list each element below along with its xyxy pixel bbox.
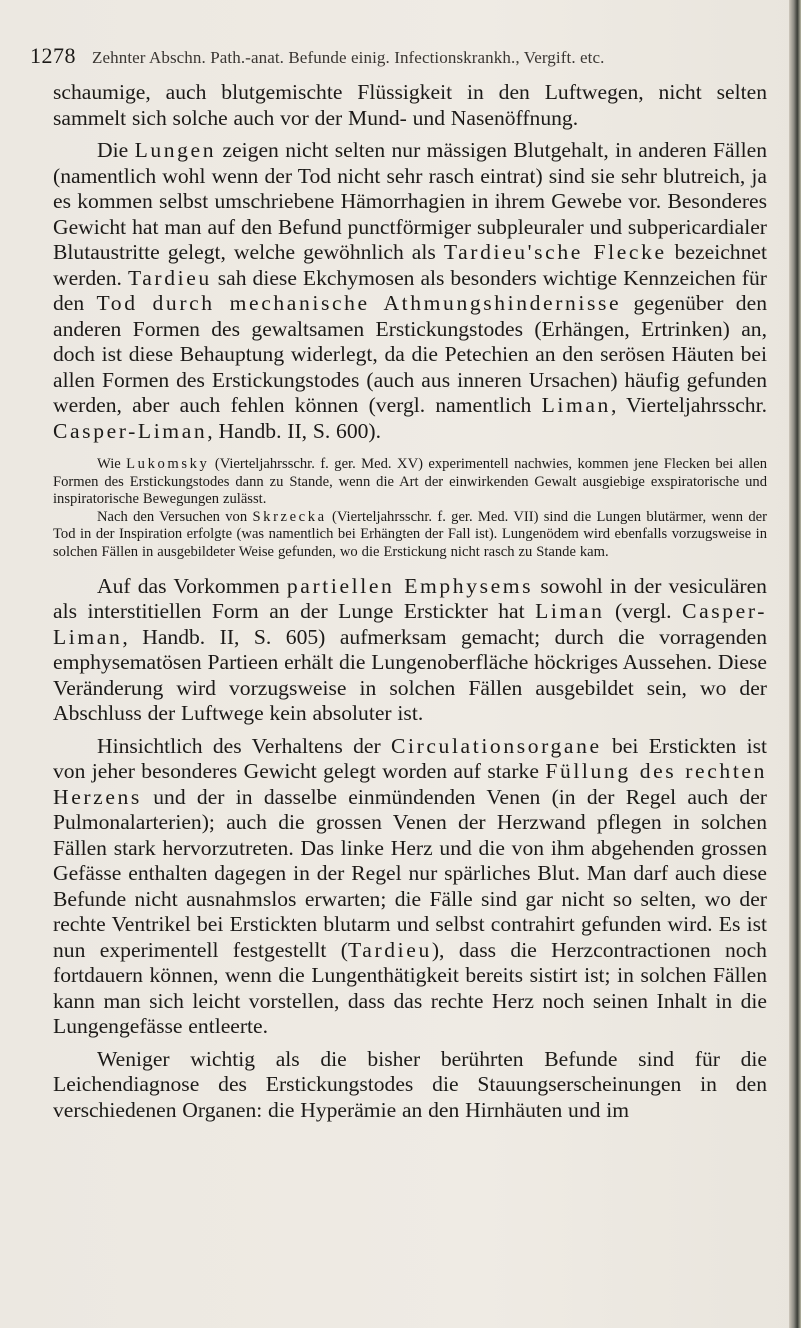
paragraph-circulation: [53, 734, 767, 1040]
text-run: (Vierteljahrsschr. f. ger. Med. XV) experimentell nachwies, kommen jene Flecken bei allen Formen des Erstickungstodes dann zu Stande, wenn die Art der einwirkenden Gewalt ausgiebige exspiratorische und inspiratorische Bewegungen zulässt.: [53, 456, 768, 508]
note-skrzecka: [53, 509, 767, 562]
spaced-emphasis: Tardieu'sche Flecke: [443, 240, 667, 264]
text-run: Hinsichtlich des Verhaltens der: [97, 733, 391, 758]
page-header: [30, 43, 770, 69]
spaced-emphasis: Lungen: [134, 138, 217, 162]
spaced-emphasis: partiellen Emphysems: [286, 573, 534, 598]
paragraph-stasis: [53, 1047, 767, 1124]
text-run: bei Erstickten ist von jeher besonderes Gewicht gelegt worden auf starke: [53, 733, 767, 784]
spaced-emphasis: Füllung des rechten Herzens: [53, 759, 768, 809]
spaced-emphasis: Casper-Liman: [53, 599, 767, 649]
text-run: , Vierteljahrsschr.: [610, 393, 767, 417]
text-run: (vergl.: [604, 599, 683, 624]
spaced-emphasis: Tardieu: [348, 937, 432, 962]
text-run: , Handb. II, S. 600).: [207, 418, 382, 443]
running-title: Zehnter Abschn. Path.-anat. Befunde einig. Infectionskrankh., Vergift. etc.: [92, 48, 605, 67]
spaced-emphasis: Casper-Liman: [53, 418, 208, 443]
note-lukomsky: [53, 456, 767, 509]
text-run: Die: [97, 138, 135, 162]
page-binding-edge: [789, 0, 801, 1328]
text-run: gegenüber den anderen Formen des gewaltsamen Erstickungstodes (Erhängen, Ertrinken) an, doch ist diese Behauptung widerlegt, da die Petechien an den serösen Häuten bei allen Formen des Erstickungstodes (auch aus inneren Ursachen) häufig gefunden werden, aber auch fehlen können (vergl. namentlich: [53, 291, 767, 417]
spaced-emphasis: Tardieu: [127, 265, 212, 290]
text-run: sah diese Ekchymosen als besonders wichtige Kennzeichen für den: [53, 265, 767, 315]
spaced-emphasis: Skrzecka: [252, 508, 327, 525]
text-run: Auf das Vorkommen: [97, 573, 287, 598]
text-run: zeigen nicht selten nur mässigen Blutgehalt, in anderen Fällen (namentlich wohl wenn der Tod nicht sehr rasch eintrat) sind sie sehr blutreich, ja es kommen selbst umschriebene Hämorrhagien in ihrem Gewebe vor. Besonderes Gewicht hat man auf den Befund punctförmiger subpleuraler und subpericardialer Blutaustritte gelegt, welche gewöhnlich als: [53, 138, 767, 264]
text-run: , Handb. II, S. 605) aufmerksam gemacht; durch die vorragenden emphysematösen Partieen erhält die Lungenoberfläche höckriges Aussehen. Diese Veränderung wird vorzugsweise in solchen Fällen ausgebildet sein, wo der Abschluss der Luftwege kein absoluter ist.: [53, 624, 767, 726]
page-number: 1278: [30, 43, 76, 68]
paragraph-emphysema: [53, 574, 767, 727]
text-run: bezeichnet werden.: [53, 240, 767, 290]
body-text: [53, 80, 767, 1123]
spaced-emphasis: Liman: [535, 599, 605, 624]
text-run: ), dass die Herzcontractionen noch fortdauern können, wenn die Lungenthätigkeit bereits sistirt ist; in solchen Fällen kann man sich leicht vorstellen, dass das rechte Herz noch seinen Inhalt in die Lungengefässe entleerte.: [53, 937, 767, 1039]
text-run: und der in dasselbe einmündenden Venen (in der Regel auch der Pulmonalarterien); auch die grossen Venen der Herzwand pflegen in solchen Fällen stark hervorzutreten. Das linke Herz und die von ihm abgehenden grossen Gefässe enthalten dagegen in der Regel nur spärliches Blut. Man darf auch diese Befunde nicht ausnahmslos erwarten; die Fälle sind gar nicht so selten, wo der rechte Ventrikel bei Erstickten blutarm und selbst contrahirt gefunden wird. Es ist nun experimentell festgestellt (: [53, 784, 767, 962]
spaced-emphasis: Liman: [541, 393, 611, 417]
text-run: schaumige, auch blutgemischte Flüssigkeit in den Luftwegen, nicht selten sammelt sich solche auch vor der Mund- und Nasenöffnung.: [53, 80, 767, 130]
paragraph-lungs: [53, 138, 767, 444]
text-run: (Vierteljahrsschr. f. ger. Med. VII) sind die Lungen blutärmer, wenn der Tod in der Inspiration erfolgte (was namentlich bei Erhängten der Fall ist). Lungenödem wird ebenfalls vorzugsweise in solchen Fällen in ausgebildeter Weise gefunden, wo die Erstickung nicht rasch zu Stande kam.: [53, 508, 767, 560]
text-run: sowohl in der vesiculären als interstitiellen Form an der Lunge Erstickter hat: [53, 573, 767, 624]
text-run: Weniger wichtig als die bisher berührten Befunde sind für die Leichendiagnose des Erstickungstodes die Stauungserscheinungen in den verschiedenen Organen: die Hyperämie an den Hirnhäuten und im: [53, 1046, 767, 1122]
text-run: Nach den Versuchen von: [97, 508, 253, 525]
spaced-emphasis: Circulationsorgane: [390, 733, 602, 758]
text-run: Wie: [97, 456, 127, 472]
spaced-emphasis: Lukomsky: [126, 456, 210, 472]
spaced-emphasis: Tod durch mechanische Athmungshindernisse: [96, 291, 622, 315]
paragraph-continuation: [53, 80, 767, 131]
